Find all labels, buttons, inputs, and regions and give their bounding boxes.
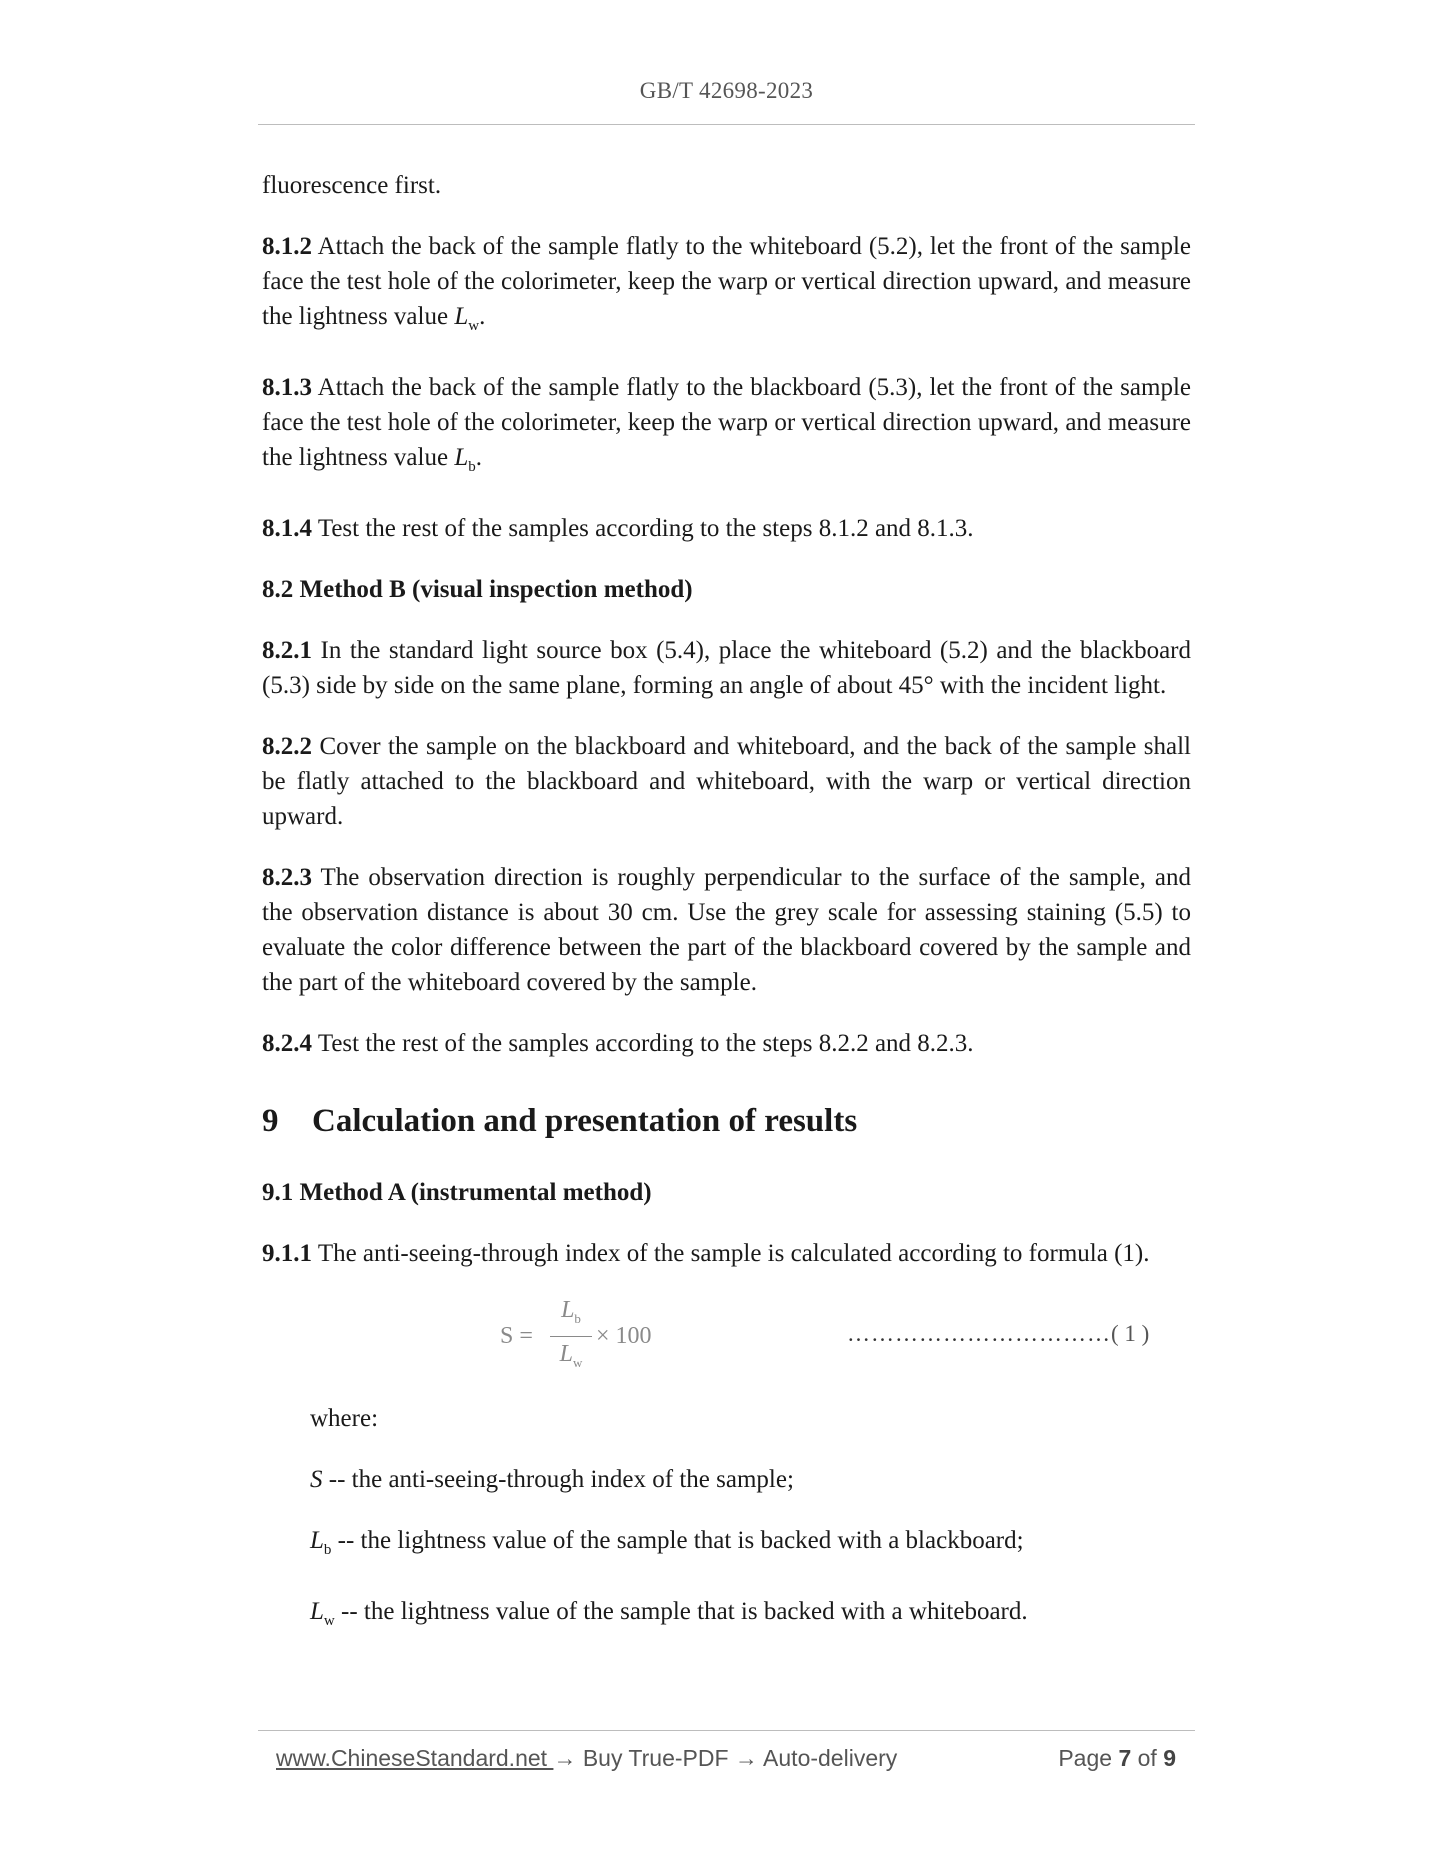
section-heading-8-2: 8.2 Method B (visual inspection method) [262,576,693,603]
symbol-lb: $L_b$ [454,444,476,475]
formula-block [262,1291,1191,1375]
document-body [262,168,1191,1639]
clause-8-2-1: 8.2.1 In the standard light source box (5.4), place the whiteboard (5.2) and the blackboard (5.3) side by side on the same plane, forming an angle of about 45° with the incident light. [262,637,1192,699]
clause-8-2-3: 8.2.3 The observation direction is roughly perpendicular to the surface of the sample, and the observation distance is about 30 cm. Use the grey scale for assessing staining (5.5) to evaluate the color difference between the part of the blackboard covered by the sample and the part of the whiteboard covered by the sample. [262,864,1191,996]
definition-lb: $L_b$ -- the lightness value of the sample that is backed with a blackboard; [310,1527,1024,1558]
clause-number: 8.1.2 [262,233,312,260]
chapter-heading-9: 9 Calculation and presentation of results [262,1103,858,1139]
clause-8-1-3: 8.1.3 Attach the back of the sample flatly to the blackboard (5.3), let the front of the sample face the test hole of the colorimeter, keep the warp or vertical direction upward, and measure the lightness value $L_b$. [262,374,1191,475]
paragraph-continuation: fluorescence first. [262,172,442,199]
header-divider [258,124,1195,125]
definition-s: S -- the anti-seeing-through index of the sample; [310,1466,794,1493]
page-footer [276,1745,1176,1772]
formula-fraction [550,1295,592,1378]
fraction-bar [550,1336,592,1337]
section-heading-9-1: 9.1 Method A (instrumental method) [262,1179,652,1206]
footer-promo-text: → Buy True-PDF → Auto-delivery [553,1745,898,1771]
clause-number: 8.2.2 [262,733,312,760]
symbol-lw: $L_w$ [454,303,480,334]
clause-number: 8.2.4 [262,1030,312,1057]
clause-8-2-2: 8.2.2 Cover the sample on the blackboard and whiteboard, and the back of the sample shall be flatly attached to the blackboard and whiteboard, with the warp or vertical direction upward. [262,733,1192,830]
clause-9-1-1: 9.1.1 The anti-seeing-through index of the sample is calculated according to formula (1). [262,1240,1150,1267]
footer-divider [258,1730,1195,1731]
clause-number: 9.1.1 [262,1240,312,1267]
clause-number: 8.1.4 [262,515,312,542]
definition-lw: $L_w$ -- the lightness value of the sample that is backed with a whiteboard. [310,1598,1028,1629]
formula-multiplier: × 100 [596,1323,652,1349]
fraction-numerator: $L_b$ [561,1297,581,1326]
formula-lhs: S = [500,1323,533,1349]
equation-number: ……………………………( 1 ) [847,1321,1150,1346]
document-header: GB/T 42698-2023 [639,78,814,103]
website-link[interactable]: www.ChineseStandard.net [276,1745,554,1771]
clause-number: 8.1.3 [262,374,312,401]
fraction-denominator: $L_w$ [559,1340,583,1370]
clause-number: 8.2.3 [262,864,312,891]
clause-number: 8.2.1 [262,637,312,664]
page-indicator: Page 7 of 9 [1058,1745,1176,1771]
clause-8-1-4: 8.1.4 Test the rest of the samples according to the steps 8.1.2 and 8.1.3. [262,515,974,542]
clause-8-2-4: 8.2.4 Test the rest of the samples according to the steps 8.2.2 and 8.2.3. [262,1030,974,1057]
clause-8-1-2: 8.1.2 Attach the back of the sample flatly to the whiteboard (5.2), let the front of the sample face the test hole of the colorimeter, keep the warp or vertical direction upward, and measure the lightness value $L_w$. [262,233,1191,334]
where-label: where: [310,1405,379,1432]
